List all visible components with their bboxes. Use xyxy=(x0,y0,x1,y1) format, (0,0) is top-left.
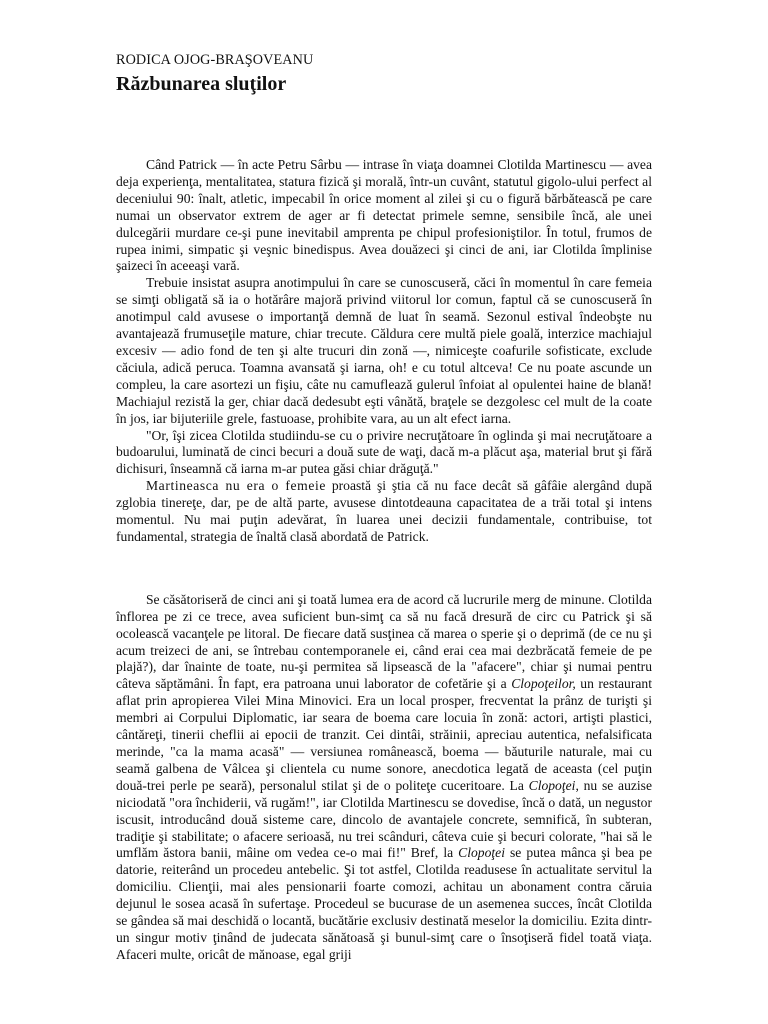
body-text xyxy=(116,157,652,964)
paragraph xyxy=(116,157,652,275)
text-run: Când Patrick — în acte Petru Sârbu — intrase în viaţa doamnei Clotilda Martinescu — avea deja experienţa, mentalitatea, statura fizică şi morală, într-un cuvânt, statutul gigolo-ului perfect al deceniului 90: înalt, atletic, impecabil în orice moment al zilei şi cu o figură bărbătească pe care numai un observator extrem de ager ar fi detectat primele semne, sensibile încă, ale unei dulcegării murdare ce-şi pune inevitabil amprenta pe chipul profesioniştilor. În totul, frumos de rupea inimi, simpatic şi veşnic binedispus. Avea douăzeci şi cinci de ani, iar Clotilda împlinise şaizeci în aceeaşi vară. xyxy=(116,157,652,274)
text-run: "Or, îşi zicea Clotilda studiindu-se cu o privire necruţătoare în oglinda şi mai necruţătoare a budoarului, luminată de cinci becuri a două sute de waţi, dacă m-a plăcut aşa, material brut şi fără dichisuri, înseamnă că iarna m-ar putea găsi chiar drăguţă." xyxy=(116,427,652,477)
paragraph xyxy=(116,592,652,964)
text-run: proastă şi ştia că nu face decât să gâfâie alergând după zglobia tinereţe, dar, pe de altă parte, avusese dintotdeauna capacitatea de a trăi total şi intens momentul. Nu mai puţin adevărat, în luarea unei decizii fundamentale, contribuise, tot fundamental, strategia de înaltă clasă abordată de Patrick. xyxy=(116,478,652,544)
text-run: Trebuie insistat asupra anotimpului în care se cunoscuseră, căci în momentul în care femeia se simţi obligată să ia o hotărâre majoră privind viitorul lor comun, faptul că se cunoscuseră în anotimpul cald avusese o importanţă demnă de luat în seamă. Sezonul estival îndeobşte nu avantajează frumuseţile mature, chiar trecute. Căldura cere multă piele goală, interzice machiajul excesiv — adio fond de ten şi alte trucuri din zonă —, nimiceşte coafurile sofisticate, exclude căciula, adică peruca. Toamna avansată şi iarna, oh! e cu totul altceva! Ce nu poate ascunde un compleu, la care asortezi un fişiu, câte nu camuflează gulerul înfoiat al opulentei haine de blană! Machiajul rezistă la ger, chiar dacă dedesubt eşti vânătă, braţele se dezgolesc cel mult de la coate în jos, iar bijuteriile grele, fastuoase, prohibite vara, au un alt efect iarna. xyxy=(116,275,652,426)
author-name: RODICA OJOG-BRAŞOVEANU xyxy=(116,52,314,68)
italic-text-run: Clopoţei xyxy=(458,845,505,861)
paragraph xyxy=(116,275,652,427)
text-run: un restaurant aflat prin apropierea Vilei Mina Minovici. Era un local prosper, frecventat la prânz de turişti şi membri ai Corpului Diplomatic, iar seara de boema care locuia în zonă: actori, artişti plastici, cântăreţi, tinerii cheflii ai epocii de tranzit. Cei dintâi, străinii, apreciau autentica, nefalsificata merinde, "ca la mama acasă" — versiunea românească, boema — băuturile naturale, mai cu seamă galbena de Vâlcea şi clientela cu nume sonore, anecdotica legată de aceasta (cel puţin două-trei perle pe seară), personalul stilat şi de o politeţe cuceritoare. La xyxy=(116,676,652,793)
document-page xyxy=(116,52,652,964)
document-title: Răzbunarea sluţilor xyxy=(116,73,287,95)
paragraph xyxy=(116,428,652,479)
italic-text-run: Clopoţei xyxy=(528,777,576,793)
text-run: Martineasca nu era o femeie xyxy=(146,478,326,494)
text-run: , nu se auzise niciodată "ora închiderii, vă rugăm!", iar Clotilda Martinescu se dovedise, încă o dată, un negustor iscusit, introducând două sisteme care, dincolo de avantajele concrete, semnifică, în subteran, tradiţie şi stabilitate; o afacere serioasă, nu trei scânduri, câteva cuie şi becuri colorate, "hai să le umflăm ăstora banii, mâine om vedea ce-o mai fi!" Bref, la xyxy=(116,777,653,861)
paragraph xyxy=(116,478,652,546)
italic-text-run: Clopoţeilor, xyxy=(511,676,576,692)
text-run: Se căsătoriseră de cinci ani şi toată lumea era de acord că lucrurile merg de minune. Clotilda înflorea pe zi ce trece, avea suficient bun-simţ ca să nu facă dresură de circ cu Patrick şi să ocolească vacanţele pe litoral. De fiecare dată susţinea că marea o sperie şi o deprimă (de ce nu şi acum treizeci de ani, se întrebau contemporanele ei, când erai cea mai dezbrăcată femeie de pe plajă?), dar înainte de toate, nu-şi permitea să lipsească de la "afacere", chiar şi numai pentru câteva săptămâni. În fapt, era patroana unui laborator de cofetărie şi a xyxy=(116,591,652,692)
text-run: se putea mânca şi bea pe datorie, reiterând un procedeu antebelic. Şi tot astfel, Clotilda readusese în actualitate servitul la domiciliu. Clienţii, mai ales pensionarii foarte comozi, achitau un abonament contra căruia dejunul le sosea acasă în sufertaşe. Procedeul se bucurase de un asemenea succes, încât Clotilda se gândea să mai deschidă o locantă, bucătărie exclusiv destinată meselor la domiciliu. Ezita dintr-un singur motiv ţinând de judecata sănătoasă şi bunul-simţ care o însoţiseră fidel toată viaţa. Afaceri multe, oricât de mănoase, egal griji xyxy=(116,845,652,962)
